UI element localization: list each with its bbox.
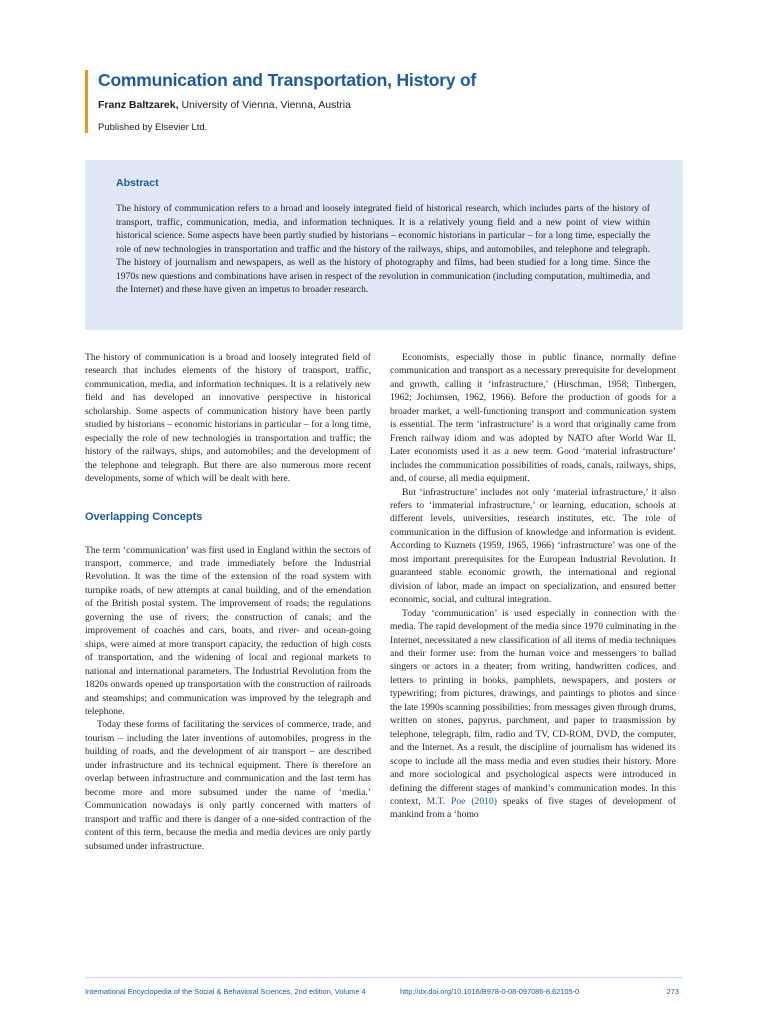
author-line xyxy=(98,99,698,112)
intro-paragraph: The history of communication is a broad and loosely integrated field of research that includes elements of the history of transport, traffic, communication, media, and information techniques. It is a relatively new field and has developed an innovative perspective in historical scholarship. Some aspects of communication history have been partly studied by historians – economic historians in particular – for a long time, especially the role of new technologies in transportation and traffic; the history of the railways, ships, and automobiles; and the development of the telephone and telegraph. But there are also numerous more recent developments, some of which will be dealt with here. xyxy=(85,352,371,485)
right-column xyxy=(390,351,676,822)
section-heading: Overlapping Concepts xyxy=(85,510,203,523)
abstract-heading: Abstract xyxy=(116,177,159,189)
citation-link[interactable]: M.T. Poe (2010) xyxy=(426,795,497,807)
body-paragraph: Today these forms of facilitating the services of commerce, trade, and tourism – including the later inventions of automobiles, progress in the building of roads, and the development of air transport – are described under infrastructure and its technical equipment. There is therefore an overlap between infrastructure and communication and the last term has become more and more subsumed under the name of ‘media.’ Communication nowadays is only partly concerned with matters of transport and traffic and there is danger of a one-sided contraction of the content of this term, because the media and media devices are only partly subsumed under infrastructure. xyxy=(85,719,371,852)
body-paragraph: But ‘infrastructure’ includes not only ‘material infrastructure,’ it also refers to ‘immaterial infrastructure,’ or learning, education, schools at different levels, universities, research institutes, etc. The role of communication in the diffusion of knowledge and information is evident. According to Kuznets (1959, 1965, 1966) ‘infrastructure’ was one of the most important prerequisites for the European Industrial Revolution. It guaranteed stable economic growth, the international and regional division of labor, made an impact on specialization, and ensured better economic, social, and cultural integration. xyxy=(390,486,676,606)
abstract-box xyxy=(85,160,683,330)
paragraph-text: speaks of five stages of development of mankind from a ‘homo xyxy=(390,795,676,821)
body-paragraph: Economists, especially those in public finance, normally define communication and transport as a necessary prerequisite for development and growth, calling it ‘infrastructure,’ (Hirschman, 1958; Tinbergen, 1962; Jochimsen, 1962, 1966). Before the production of goods for a broader market, a well-functioning transport and communication system is essential. The term ‘infrastructure’ is a word that originally came from French railway idiom and was adopted by NATO after World War II. Later economists used it as a new term. Good ‘material infrastructure’ includes the communication possibilities of roads, canals, railways, ships, and, of course, all media equipment. xyxy=(390,352,676,485)
author-affiliation: University of Vienna, Vienna, Austria xyxy=(178,99,351,111)
footer-source: International Encyclopedia of the Social & Behavioral Sciences, 2nd edition, Volume 4 xyxy=(85,987,366,996)
article-title: Communication and Transportation, History of xyxy=(98,70,477,90)
body-paragraph xyxy=(390,607,676,822)
left-column xyxy=(85,351,371,853)
author-name: Franz Baltzarek, xyxy=(98,99,179,111)
abstract-text: The history of communication refers to a broad and loosely integrated field of historical research, which includes parts of the history of transport, traffic, communication, media, and information techniques. It is a relatively young field and a new point of view within historical science. Some aspects have been partly studied by historians – economic historians in particular – for a long time, especially the role of new technologies in transportation and traffic and the history of the railways, ships, and automobiles, and telephone and telegraph. The history of journalism and newspapers, as well as the history of photography and films, had been studied for a long time. Since the 1970s new questions and combinations have arisen in respect of the revolution in communication (including computation, multimedia, and the Internet) and these have given an impetus to broader research. xyxy=(116,203,650,295)
body-paragraph: The term ‘communication’ was first used in England within the sectors of transport, commerce, and trade immediately before the Industrial Revolution. It was the time of the extension of the road system with turnpike roads, of new attempts at canal building, and of the emendation of the British postal system. The improvement of roads; the regulations governing the use of rivers; the construction of canals; and the improvement of coaches and cars, boats, and river- and ocean-going ships, were aimed at more transport capacity, the reduction of high costs of transportation, and the widening of local and regional markets to national and international parameters. The Industrial Revolution from the 1820s onwards opened up transportation with the construction of railroads and steamships; and communication was improved by the telegraph and telephone. xyxy=(85,544,371,717)
article-header xyxy=(85,70,698,133)
footer-doi-link[interactable]: http://dx.doi.org/10.1016/B978-0-08-097086-8.62105-0 xyxy=(400,987,580,996)
publisher-line: Published by Elsevier Ltd. xyxy=(98,122,208,133)
page-footer xyxy=(85,977,683,1002)
page-number: 273 xyxy=(666,987,679,996)
paragraph-text: Today ‘communication’ is used especially in connection with the media. The rapid development of the media since 1970 culminating in the Internet, necessitated a new classification of all items of media techniques and their former use: from the human voice and messengers to ballad singers or actors in a theater; from writing, handwritten codices, and letters to printing in books, pamphlets, newspapers, and posters or typewriting; from pictures, drawings, and paintings to photos and since the late 1990s scanning possibilities; from messages given through drums, written on stones, papyrus, parchment, and paper to transmission by telephone, telegraph, film, radio and TV, CD-ROM, DVD, the computer, and the Internet. As a result, the discipline of journalism has widened its scope to include all the mass media and even studies their history. More and more sociological and psychological aspects were introduced in defining the different stages of mankind’s communication modes. In this context, xyxy=(390,607,676,807)
